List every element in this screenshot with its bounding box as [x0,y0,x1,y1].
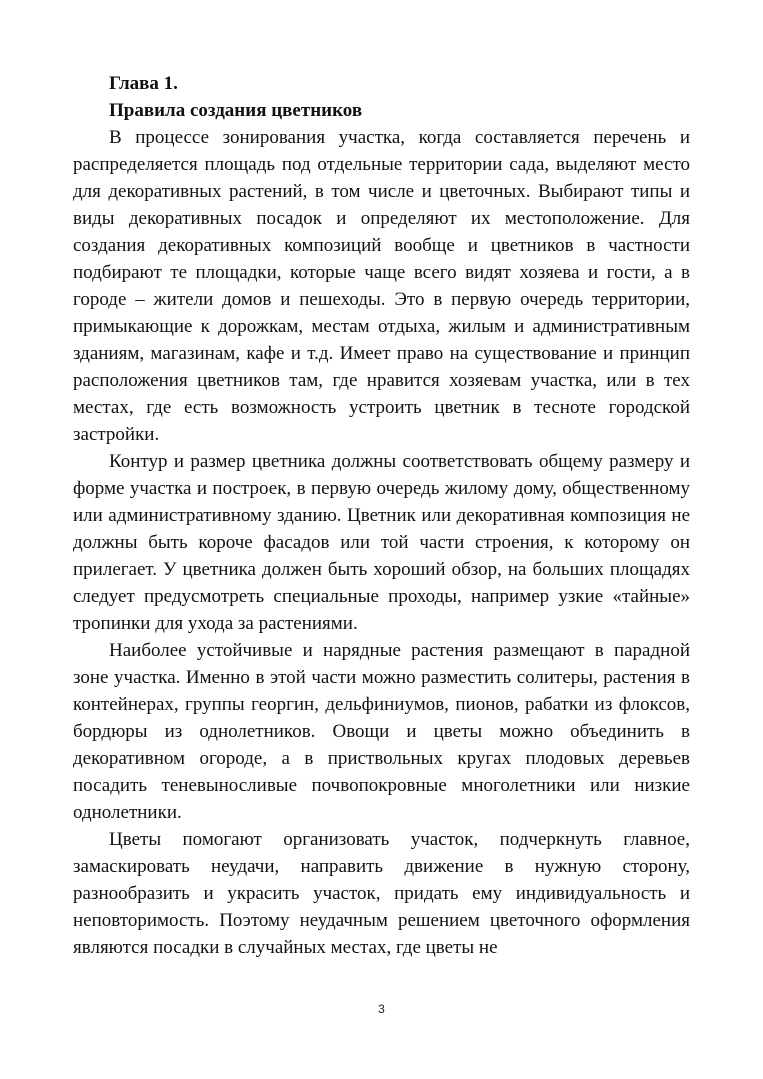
chapter-label: Глава 1. [109,73,178,94]
page-content [73,70,690,961]
page-number: 3 [378,1002,385,1016]
paragraph-1: В процессе зонирования участка, когда составляется перечень и распределяется площадь под отдельные территории сада, выделяют место для декоративных растений, в том числе и цветочных. Выбирают типы и виды декоративных посадок и определяют их местоположение. Для создания декоративных композиций вообще и цветников в частности подбирают те площадки, которые чаще всего видят хозяева и гости, а в городе – жители домов и пешеходы. Это в первую очередь территории, примыкающие к дорожкам, местам отдыха, жилым и административным зданиям, магазинам, кафе и т.д. Имеет право на существование и принцип расположения цветников там, где нравится хозяевам участка, или в тех местах, где есть возможность устроить цветник в тесноте городской застройки. [73,127,690,445]
paragraph-4: Цветы помогают организовать участок, подчеркнуть главное, замаскировать неудачи, направить движение в нужную сторону, разнообразить и украсить участок, придать ему индивидуальность и неповторимость. Поэтому неудачным решением цветочного оформления являются посадки в случайных местах, где цветы не [73,829,690,958]
chapter-title: Правила создания цветников [109,100,363,121]
paragraph-2: Контур и размер цветника должны соответствовать общему размеру и форме участка и построек, в первую очередь жилому дому, общественному или административному зданию. Цветник или декоративная композиция не должны быть короче фасадов или той части строения, к которому он прилегает. У цветника должен быть хороший обзор, на больших площадях следует предусмотреть специальные проходы, например узкие «тайные» тропинки для ухода за растениями. [73,451,690,634]
paragraph-3: Наиболее устойчивые и нарядные растения размещают в парадной зоне участка. Именно в этой части можно разместить солитеры, растения в контейнерах, группы георгин, дельфиниумов, пионов, рабатки из флоксов, бордюры из однолетников. Овощи и цветы можно объединить в декоративном огороде, а в приствольных кругах плодовых деревьев посадить теневыносливые почвопокровные многолетники или низкие однолетники. [73,640,690,823]
